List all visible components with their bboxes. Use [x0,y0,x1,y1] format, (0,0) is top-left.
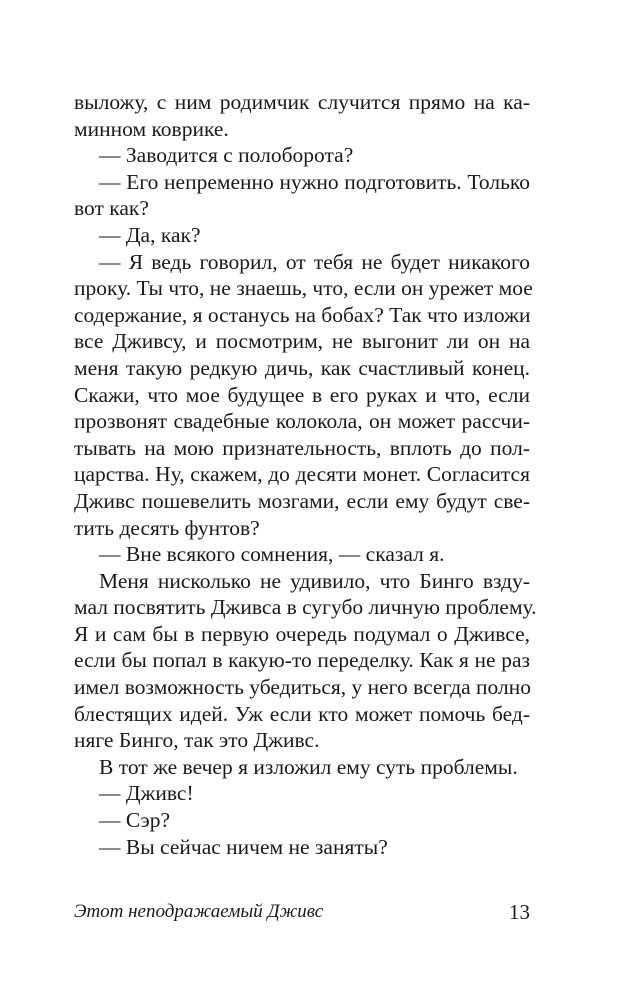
text-line: прозвонят свадебные колокола, он может рассчи- [74,409,530,434]
text-line: мал посвятить Дживса в сугубо личную проблему. [74,595,537,620]
text-line: В тот же вечер я изложил ему суть проблемы. [99,754,518,779]
text-line: выложу, с ним родимчик случится прямо на ка- [74,90,530,114]
text-line: проку. Ты что, не знаешь, что, если он урежет мое [74,276,533,301]
text-line: — Вне всякого сомнения, — сказал я. [99,542,445,567]
text-line: вот как? [74,196,149,221]
page-number: 13 [509,900,530,924]
text-line: — Сэр? [99,808,170,833]
text-line: царства. Ну, скажем, до десяти монет. Согласится [74,462,530,487]
text-line: — Его непременно нужно подготовить. Только [99,169,530,194]
text-line: — Вы сейчас ничем не заняты? [99,834,388,859]
text-line: тить десять фунтов? [74,515,260,540]
text-line: — Заводится с полоборота? [99,143,354,168]
text-line: тывать на мою признательность, вплоть до пол- [74,435,530,460]
text-line: если бы попал в какую-то переделку. Как я не раз [74,648,530,673]
text-line: содержание, я останусь на бобах? Так что изложи [74,302,531,327]
text-line: все Дживсу, и посмотрим, не выгонит ли он на [74,329,530,354]
text-line: меня такую редкую дичь, как счастливый конец. [74,355,530,380]
text-line: Скажи, что мое будущее в его руках и что, если [74,382,530,407]
text-line: — Я ведь говорил, от тебя не будет никакого [99,249,530,274]
text-line: имел возможность убедиться, у него всегда полно [74,675,532,700]
text-line: Я и сам бы в первую очередь подумал о Дживсе, [74,621,530,646]
running-title: Этот неподражаемый Дживс [74,901,324,922]
text-line: няге Бинго, так это Дживс. [74,728,320,753]
text-line: минном коврике. [74,116,229,141]
body-text [74,89,537,860]
page-footer [74,897,530,927]
text-line: — Дживс! [99,781,194,806]
text-line: — Да, как? [99,222,201,247]
text-line: Меня нисколько не удивило, что Бинго взду- [99,568,530,593]
text-line: Дживс пошевелить мозгами, если ему будут све- [74,488,530,513]
text-line: блестящих идей. Уж если кто может помочь бед- [74,701,530,726]
